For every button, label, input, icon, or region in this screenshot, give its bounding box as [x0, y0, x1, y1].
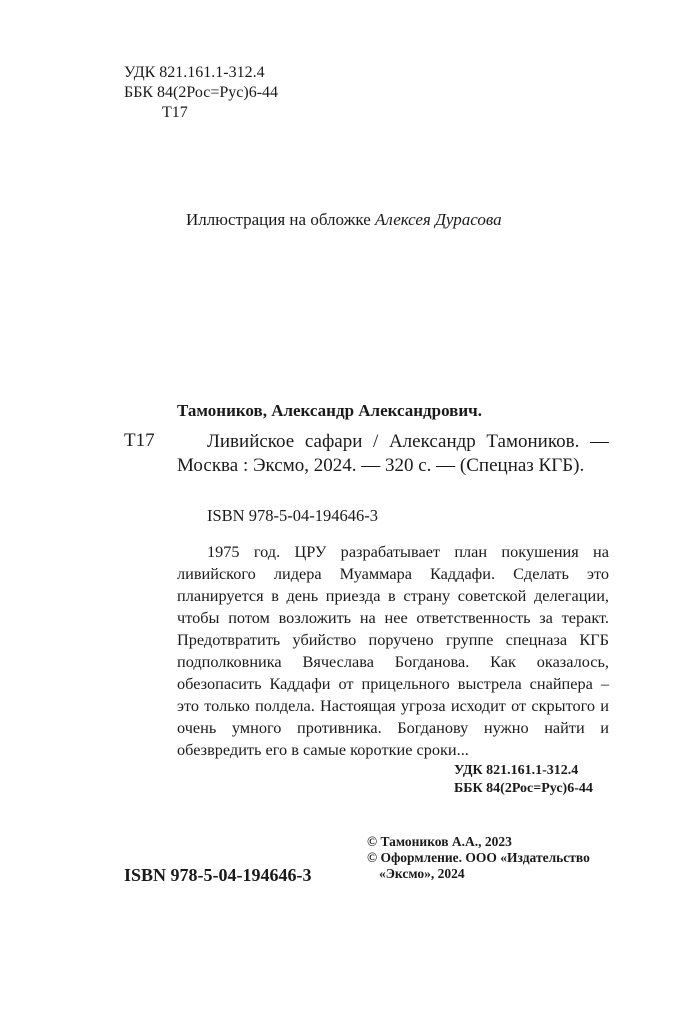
author-mark: Т17 [162, 104, 188, 121]
classification-codes-top [124, 63, 278, 123]
copyright-publisher: «Эксмо», 2024 [379, 866, 465, 881]
udk-code: УДК 821.161.1-312.4 [124, 64, 265, 81]
bibliographic-description: Ливийское сафари / Александр Тамоников. — Москва : Эксмо, 2024. — 320 с. — (Спецназ КГБ). [177, 431, 609, 476]
author-heading: Тамоников, Александр Александрович. [177, 401, 482, 420]
bbk-code-right: ББК 84(2Рос=Рус)6-44 [454, 781, 593, 796]
illustration-prefix: Иллюстрация на обложке [186, 210, 375, 229]
isbn-record: ISBN 978-5-04-194646-3 [207, 506, 378, 525]
isbn-bottom: ISBN 978-5-04-194646-3 [124, 865, 312, 885]
classification-codes-right [454, 762, 593, 798]
copyright-block [367, 834, 590, 882]
copyright-author: © Тамоников А.А., 2023 [367, 834, 512, 849]
bbk-code: ББК 84(2Рос=Рус)6-44 [124, 84, 279, 101]
udk-code-right: УДК 821.161.1-312.4 [454, 763, 579, 778]
author-mark-side: Т17 [124, 430, 155, 451]
copyright-design: © Оформление. ООО «Издательство [367, 850, 590, 865]
illustration-artist: Алексея Дурасова [375, 210, 502, 229]
annotation-paragraph: 1975 год. ЦРУ разрабатывает план покушения на ливийского лидера Муаммара Каддафи. Сделать это планируется в день приезда в страну советской делегации, чтобы потом возложить на нее ответственность за теракт. Предотвратить убийство поручено группе спецназа КГБ подполковника Вячеслава Богданова. Как оказалось, обезопасить Каддафи от прицельного выстрела снайпера – это только полдела. Настоящая угроза исходит от скрытого и очень умного противника. Богданову нужно найти и обезвредить его в самые короткие сроки... [177, 542, 609, 759]
cover-illustration-credit [186, 210, 502, 230]
